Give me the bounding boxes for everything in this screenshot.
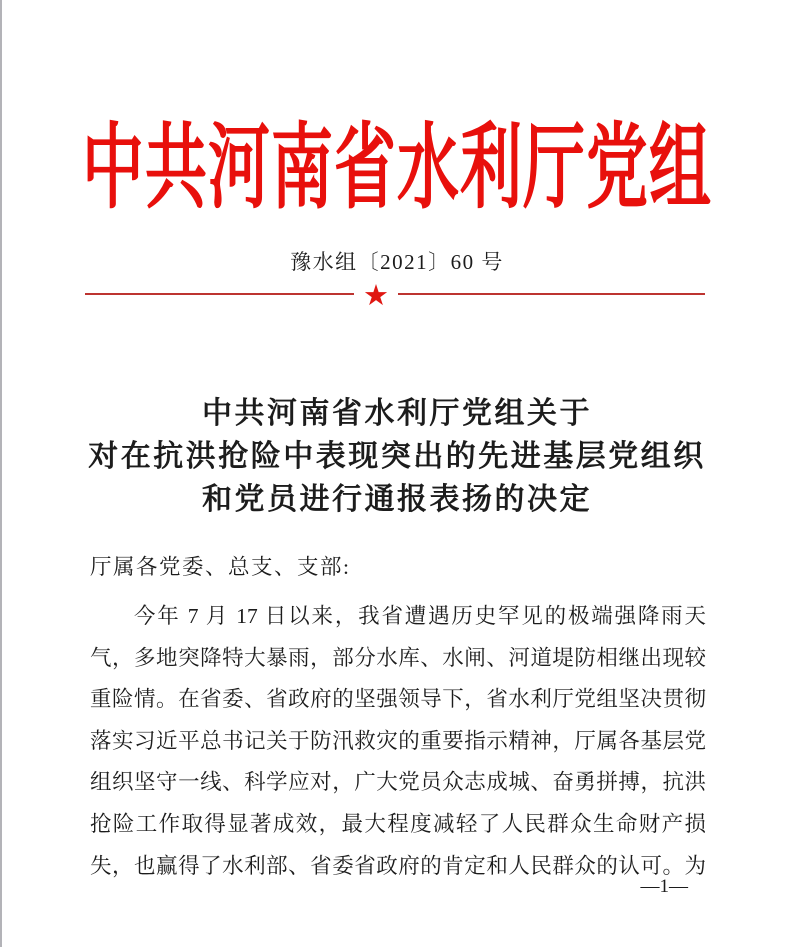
divider-line-left [85, 293, 354, 296]
title-line-2: 对在抗洪抢险中表现突出的先进基层党组织 [88, 440, 706, 473]
body-line: 抢险工作取得显著成效，最大程度减轻了人民群众生命财产损 [90, 811, 706, 836]
salutation: 厅属各党委、总支、支部: [90, 555, 351, 579]
document-number: 豫水组〔2021〕60 号 [290, 250, 504, 274]
document-body [90, 551, 706, 887]
masthead [0, 98, 794, 220]
body-line: 组织坚守一线、科学应对，广大党员众志成城、奋勇拼搏，抗洪 [90, 770, 706, 795]
title-line-1: 中共河南省水利厅党组关于 [202, 397, 592, 430]
divider-line-right [398, 293, 705, 296]
body-line: 失，也赢得了水利部、省委省政府的肯定和人民群众的认可。为 [90, 853, 706, 878]
body-line: 气，多地突降特大暴雨，部分水库、水闸、河道堤防相继出现较 [90, 645, 706, 670]
page-number: —1— [640, 876, 688, 897]
star-icon: ★ [363, 279, 389, 312]
body-line: 今年 7 月 17 日以来，我省遭遇历史罕见的极端强降雨天 [134, 604, 706, 628]
body-line: 落实习近平总书记关于防汛救灾的重要指示精神，厅属各基层党 [90, 728, 706, 753]
title-line-3: 和党员进行通报表扬的决定 [202, 483, 592, 516]
issuing-org-name: 中共河南省水利厅党组 [81, 117, 712, 220]
body-paragraph [90, 596, 706, 887]
document-title [0, 392, 794, 521]
red-divider [85, 279, 705, 312]
body-line: 重险情。在省委、省政府的坚强领导下，省水利厅党组坚决贯彻 [90, 687, 706, 712]
